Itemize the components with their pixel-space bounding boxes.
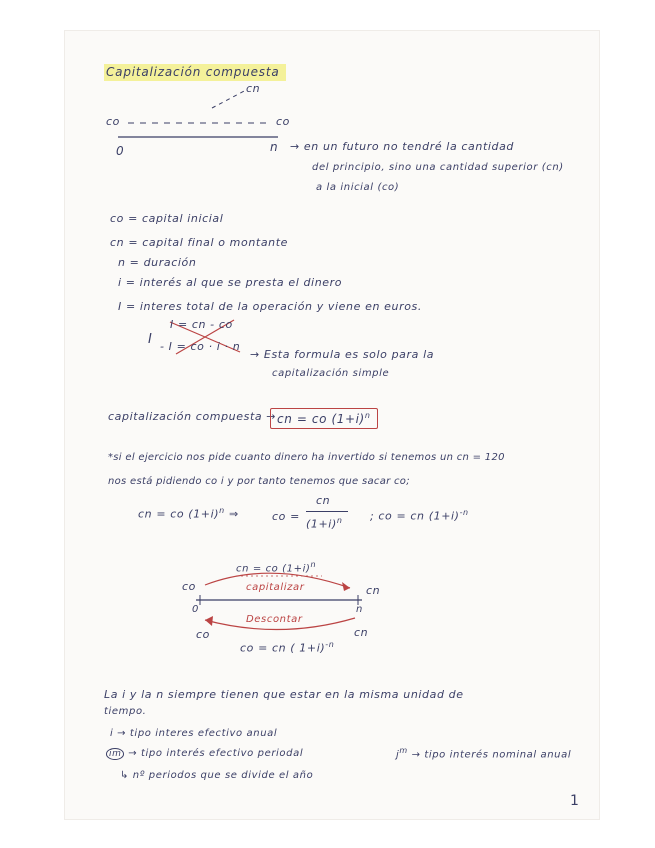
example-formula-right-text: ; co = cn (1+i): [370, 509, 460, 523]
diagram-bottom-formula: [240, 640, 334, 655]
example-formula-right: [370, 508, 469, 523]
diagram-n-label: n: [356, 604, 363, 615]
definition-cn: cn = capital final o montante: [110, 236, 289, 249]
diagram-top-formula: [236, 560, 316, 574]
definition-i: i = interés al que se presta el dinero: [118, 276, 343, 289]
capitalizar-arrowhead: [342, 582, 350, 591]
example-formula-left-text: cn = co (1+i): [138, 507, 220, 521]
simple-formula-2: - I = co · i · n: [160, 340, 241, 353]
simple-note-2: capitalización simple: [272, 368, 390, 379]
notes-jm-row: [396, 746, 571, 760]
notes-jm-exp: m: [399, 746, 408, 755]
compuesta-label: capitalización compuesta →: [108, 410, 277, 423]
example-line-1: *si el ejercicio nos pide cuanto dinero ha invertido si tenemos un cn = 120: [108, 452, 505, 463]
notes-line-1: La i y la n siempre tienen que estar en la misma unidad de: [104, 688, 464, 701]
diagram-cn-label: cn: [366, 584, 381, 597]
diagram-capitalizar-label: capitalizar: [246, 582, 305, 593]
notes-jm-symbol: j: [396, 749, 400, 761]
diagram-bottom-formula-exp: -n: [325, 640, 335, 649]
notes-jm-def: → tipo interés nominal anual: [411, 749, 572, 761]
timeline-dashed-diagonal: [212, 90, 246, 108]
compuesta-formula-exp: n: [364, 411, 371, 420]
example-line-2: nos está pidiendo co i y por tanto tenemos que sacar co;: [108, 476, 410, 487]
diagram-zero-label: 0: [192, 604, 199, 615]
example-co-eq: co =: [272, 510, 300, 523]
timeline-co-right-label: co: [276, 115, 290, 128]
diagram-cn2-label: cn: [354, 626, 369, 639]
example-formula-left: [138, 506, 239, 521]
diagram-co-label: co: [182, 580, 196, 593]
page-number: 1: [570, 793, 579, 809]
definition-co: co = capital inicial: [110, 212, 224, 225]
timeline-cn-label: cn: [246, 82, 261, 95]
diagram-descontar-label: Descontar: [246, 614, 303, 625]
example-fraction-bar: [306, 511, 348, 512]
simple-note-1: → Esta formula es solo para la: [250, 348, 435, 361]
timeline-zero-label: 0: [116, 144, 125, 158]
definition-n: n = duración: [118, 256, 197, 269]
notes-im-def: → tipo interés efectivo periodal: [128, 748, 304, 759]
example-fraction-numerator: cn: [316, 494, 331, 507]
timeline-note-3: a la inicial (co): [316, 182, 400, 193]
diagram-co2-label: co: [196, 628, 210, 641]
simple-I-label: I: [148, 332, 153, 347]
timeline-note-1: → en un futuro no tendré la cantidad: [290, 140, 515, 153]
example-fraction-denominator: [306, 516, 343, 531]
diagram-top-formula-exp: n: [310, 560, 317, 569]
compuesta-formula-box: [270, 408, 378, 429]
timeline-n-label: n: [270, 140, 279, 154]
notes-line-2: tiempo.: [104, 706, 147, 717]
example-fraction-denominator-exp: n: [336, 516, 343, 525]
page-title: Capitalización compuesta: [104, 64, 286, 81]
compuesta-formula: cn = co (1+i): [277, 412, 365, 426]
descontar-arrowhead: [205, 616, 213, 626]
definition-I: I = interes total de la operación y viene en euros.: [118, 300, 422, 313]
notes-i-def: i → tipo interes efectivo anual: [110, 728, 278, 739]
example-fraction-denominator-text: (1+i): [306, 517, 337, 531]
notes-im-symbol: im: [106, 748, 124, 760]
notes-m-def: ↳ nº periodos que se divide el año: [120, 770, 314, 781]
timeline-co-left-label: co: [106, 115, 120, 128]
simple-formula-1: I = cn - co: [170, 318, 233, 331]
diagram-bottom-formula-text: co = cn ( 1+i): [240, 641, 326, 655]
timeline-note-2: del principio, sino una cantidad superior (cn): [312, 162, 564, 173]
diagram-top-formula-text: cn = co (1+i): [236, 563, 311, 575]
example-formula-right-exp: -n: [459, 508, 469, 517]
example-implies-arrow: ⇒: [228, 507, 239, 521]
example-formula-left-exp: n: [219, 506, 225, 515]
notes-im-row: [106, 748, 303, 760]
